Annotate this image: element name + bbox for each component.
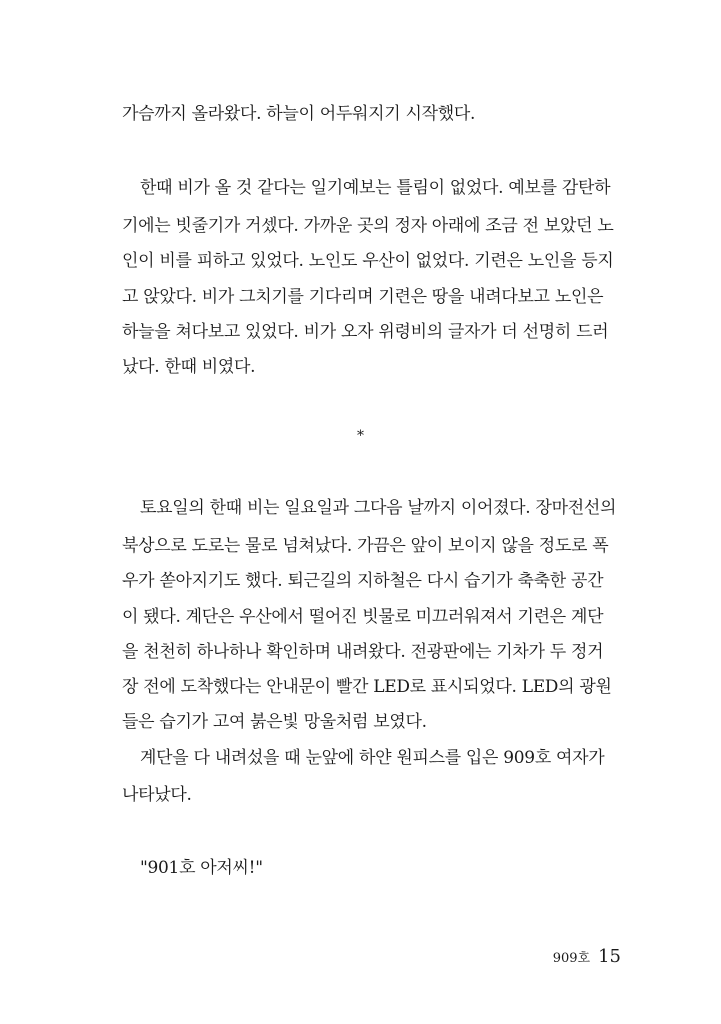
text-line: 북상으로 도로는 물로 넘쳐났다. 가끔은 앞이 보이지 않을 정도로 폭 <box>122 536 609 556</box>
text-line: 우가 쏟아지기도 했다. 퇴근길의 지하철은 다시 습기가 축축한 공간 <box>122 571 604 591</box>
text-line: 이 됐다. 계단은 우산에서 떨어진 빗물로 미끄러워져서 기련은 계단 <box>122 607 604 627</box>
text-line: 장 전에 도착했다는 안내문이 빨간 LED로 표시되었다. LED의 광원 <box>122 677 612 697</box>
text-line: 인이 비를 피하고 있었다. 노인도 우산이 없었다. 기련은 노인을 등지 <box>122 251 614 271</box>
text-line: 고 앉았다. 비가 그치기를 기다리며 기련은 땅을 내려다보고 노인은 <box>122 287 604 307</box>
text-line: 나타났다. <box>122 785 192 805</box>
section-separator: * <box>357 428 364 444</box>
page-number: 15 <box>598 946 621 967</box>
text-line: 기에는 빗줄기가 거셌다. 가까운 곳의 정자 아래에 조금 전 보았던 노 <box>122 216 614 236</box>
text-line: 한때 비가 올 것 같다는 일기예보는 틀림이 없었다. 예보를 감탄하 <box>140 178 611 198</box>
text-line: 을 천천히 하나하나 확인하며 내려왔다. 전광판에는 기차가 두 정거 <box>122 642 604 662</box>
dialogue-line: "901호 아저씨!" <box>140 858 263 878</box>
text-line: 가슴까지 올라왔다. 하늘이 어두워지기 시작했다. <box>122 104 476 124</box>
running-header-chapter: 909호 <box>552 951 591 966</box>
text-line: 토요일의 한때 비는 일요일과 그다음 날까지 이어졌다. 장마전선의 <box>140 498 617 518</box>
text-line: 하늘을 쳐다보고 있었다. 비가 오자 위령비의 글자가 더 선명히 드러 <box>122 322 609 342</box>
text-line: 들은 습기가 고여 붉은빛 망울처럼 보였다. <box>122 712 427 732</box>
text-line: 계단을 다 내려섰을 때 눈앞에 하얀 원피스를 입은 909호 여자가 <box>140 748 605 768</box>
page-footer <box>553 946 621 970</box>
text-line: 났다. 한때 비였다. <box>122 357 256 377</box>
